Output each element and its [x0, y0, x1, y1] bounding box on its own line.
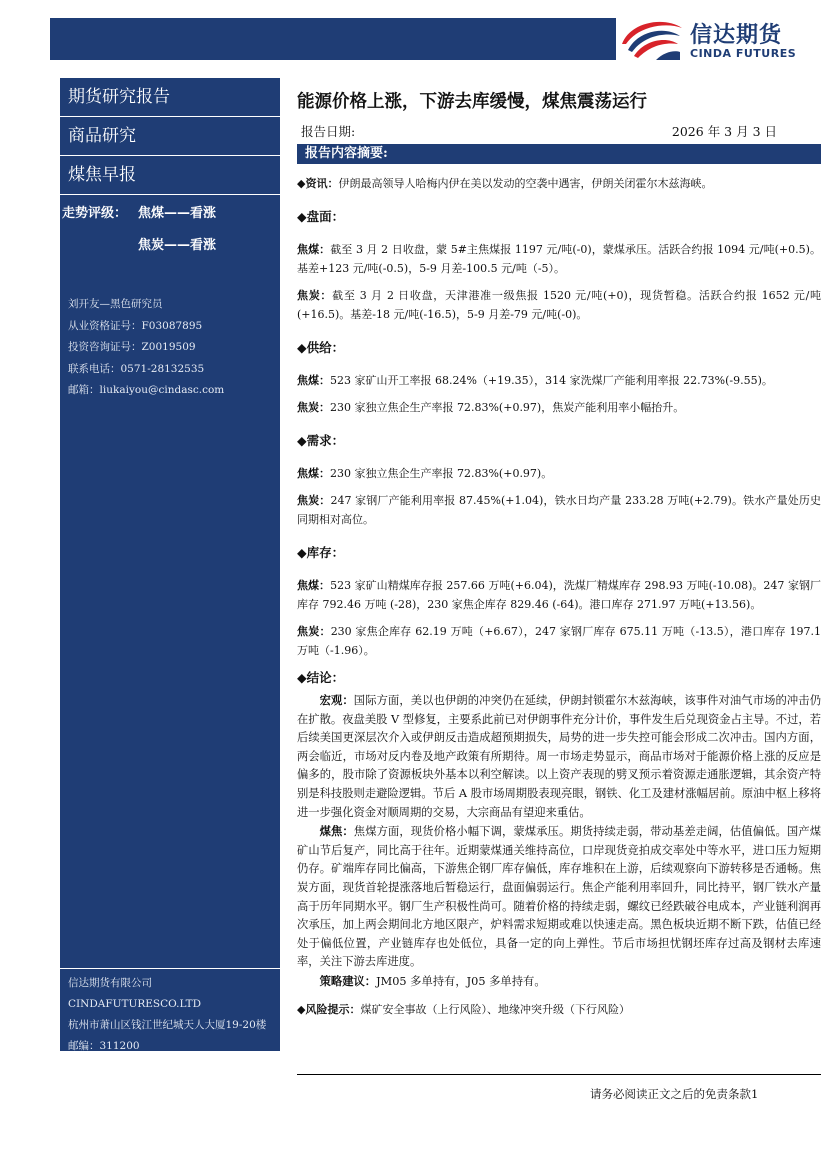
date-label: 报告日期: — [301, 124, 356, 139]
risk-label: ◆风险提示： — [297, 1002, 361, 1016]
company-postcode: 邮编：311200 — [68, 1040, 140, 1052]
report-date-line — [297, 120, 821, 140]
disclaimer-note: 请务必阅读正文之后的免责条款1 — [590, 1087, 759, 1101]
brand-name-en: CINDA FUTURES — [690, 47, 797, 60]
demand-coke-text: 247 家钢厂产能利用率报 87.45%(+1.04)，铁水日均产量 233.28 万吨(+2.79)。铁水产量处历史同期相对高位。 — [297, 494, 822, 526]
analyst-email: 邮箱：liukaiyou@cindasc.com — [68, 384, 225, 396]
analyst-license: 从业资格证号：F03087895 — [68, 319, 203, 332]
market-coke-label: 焦炭： — [297, 289, 333, 302]
sidebar-tab-category: 商品研究 — [60, 117, 280, 156]
report-title: 能源价格上涨，下游去库缓慢，煤焦震荡运行 — [297, 92, 647, 112]
summary-heading: 报告内容摘要: — [297, 144, 821, 164]
inventory-heading: ◆库存： — [297, 545, 345, 560]
demand-coke-label: 焦炭： — [297, 494, 331, 507]
supply-coal-label: 焦煤： — [297, 374, 330, 387]
strategy-text: JM05 多单持有，J05 多单持有。 — [376, 974, 546, 988]
supply-coal-text: 523 家矿山开工率报 68.24%（+19.35），314 家洗煤厂产能利用率报 22.73%(-9.55)。 — [330, 374, 773, 387]
company-address: 杭州市萧山区钱江世纪城天人大厦19-20楼 — [68, 1019, 267, 1031]
rating-label: 走势评级： — [62, 206, 128, 221]
macro-label: 宏观： — [319, 693, 354, 707]
header-band — [50, 18, 616, 60]
brand-name-cn: 信达期货 — [690, 23, 783, 48]
analyst-consult-license: 投资咨询证号：Z0019509 — [68, 341, 196, 353]
market-heading: ◆盘面： — [297, 209, 345, 224]
coal-coke-label: 煤焦： — [319, 824, 354, 839]
inventory-coal-text: 523 家矿山精煤库存报 257.66 万吨(+6.04)，洗煤厂精煤库存 298.93 万吨(-10.08)。247 家钢厂库存 792.46 万吨 (-28)，230 家焦企库存 829.46 (-64)。港口库存 271.97 万吨(+13.56)。 — [297, 579, 822, 611]
demand-coal-label: 焦煤： — [297, 467, 330, 480]
demand-coal-text: 230 家独立焦企生产率报 72.83%(+0.97)。 — [330, 467, 553, 480]
analyst-info — [68, 294, 224, 402]
news-label: ◆资讯： — [297, 177, 339, 190]
report-content — [297, 174, 821, 1019]
company-name-en: CINDAFUTURESCO.LTD — [68, 998, 202, 1010]
company-info — [60, 968, 280, 1057]
cinda-logo — [616, 14, 806, 66]
sidebar — [60, 78, 280, 1051]
inventory-coal-label: 焦煤： — [297, 579, 331, 592]
sidebar-tab-report-type: 期货研究报告 — [60, 78, 280, 117]
market-coal-label: 焦煤： — [297, 243, 331, 256]
conclusion-heading: ◆结论： — [297, 670, 345, 685]
rating-coking-coal: 焦煤——看涨 — [138, 206, 217, 221]
risk-text: 煤矿安全事故（上行风险）、地缘冲突升级（下行风险） — [360, 1002, 630, 1016]
supply-heading: ◆供给： — [297, 340, 345, 355]
date-value: 2026 年 3 月 3 日 — [671, 124, 777, 139]
logo-mark-icon — [616, 14, 686, 66]
market-coal-text: 截至 3 月 2 日收盘，蒙 5#主焦煤报 1197 元/吨(-0)，蒙煤承压。活跃合约报 1094 元/吨(+0.5)。基差+123 元/吨(-0.5)，5-9 月差-100.5 元/吨（-5）。 — [297, 243, 822, 275]
rating-coke: 焦炭——看涨 — [138, 238, 217, 253]
macro-text: 国际方面，美以也伊朗的冲突仍在延续，伊朗封锁霍尔木兹海峡，该事件对油气市场的冲击仍在扩散。夜盘美股 V 型修复，主要系此前已对伊朗事件充分计价，事件发生后兑现资金占主导。不过，若后续美国更深层次介入或伊朗反击造成超预期损失，局势的进一步失控可能会形成二次冲击。国内方面，两会临近，市场对反内卷及地产政策有所期待。周一市场走势显示，商品市场对于能源价格上涨的反应是偏多的，股市除了资源板块外基本以利空解读。以上资产表现的劈叉预示着资源走通胀逻辑，其余资产特别是科技股则走避险逻辑。节后 A 股市场周期股表现亮眼，钢铁、化工及建材涨幅居前。原油中枢上移将进一步强化资金对顺周期的交易，大宗商品有望迎来重估。 — [297, 694, 821, 819]
company-name: 信达期货有限公司 — [68, 977, 152, 989]
inventory-coke-label: 焦炭： — [297, 625, 331, 638]
sidebar-tab-report-name: 煤焦早报 — [60, 156, 280, 195]
supply-coke-label: 焦炭： — [297, 401, 330, 414]
inventory-coke-text: 230 家焦企库存 62.19 万吨（+6.67），247 家钢厂库存 675.11 万吨（-13.5），港口库存 197.1 万吨（-1.96）。 — [297, 625, 822, 657]
demand-heading: ◆需求： — [297, 433, 345, 448]
coal-coke-text: 焦煤方面，现货价格小幅下调，蒙煤承压。期货持续走弱，带动基差走阔，估值偏低。国产煤矿山节后复产，同比高于往年。近期蒙煤通关维持高位，口岸现货竞拍成交率处中等水平，进口压力短期仍存。矿端库存同比偏高，下游焦企钢厂库存偏低，库存堆积在上游，后续观察向下游转移是否通畅。焦炭方面，现货首轮提涨落地后暂稳运行，盘面偏弱运行。焦企产能利用率回升，同比持平，钢厂铁水产量高于历年同期水平。钢厂生产积极性尚可。随着价格的持续走弱，螺纹已经跌破谷电成本，产业链利润再次承压，加上两会期间北方地区限产，炉料需求短期或难以快速走高。黑色板块近期不断下跌，估值已经处于偏低位置，产业链库存也处低位，具备一定的向上弹性。节后市场担忧钢坯库存过高及钢材去库速率，关注下游去库进度。 — [297, 825, 821, 969]
analyst-phone: 联系电话：0571-28132535 — [68, 362, 205, 375]
market-coke-text: 截至 3 月 2 日收盘，天津港准一级焦报 1520 元/吨(+0)，现货暂稳。活跃合约报 1652 元/吨(+16.5)。基差-18 元/吨(-16.5)，5-9 月差-79 元/吨(-0)。 — [297, 289, 821, 321]
supply-coke-text: 230 家独立焦企生产率报 72.83%(+0.97)，焦炭产能利用率小幅抬升。 — [330, 401, 685, 414]
news-text: 伊朗最高领导人哈梅内伊在美以发动的空袭中遇害，伊朗关闭霍尔木兹海峡。 — [338, 177, 713, 190]
footer-divider — [297, 1074, 821, 1075]
strategy-label: 策略建议： — [319, 973, 377, 988]
analyst-name: 刘开友—黑色研究员 — [68, 298, 163, 310]
